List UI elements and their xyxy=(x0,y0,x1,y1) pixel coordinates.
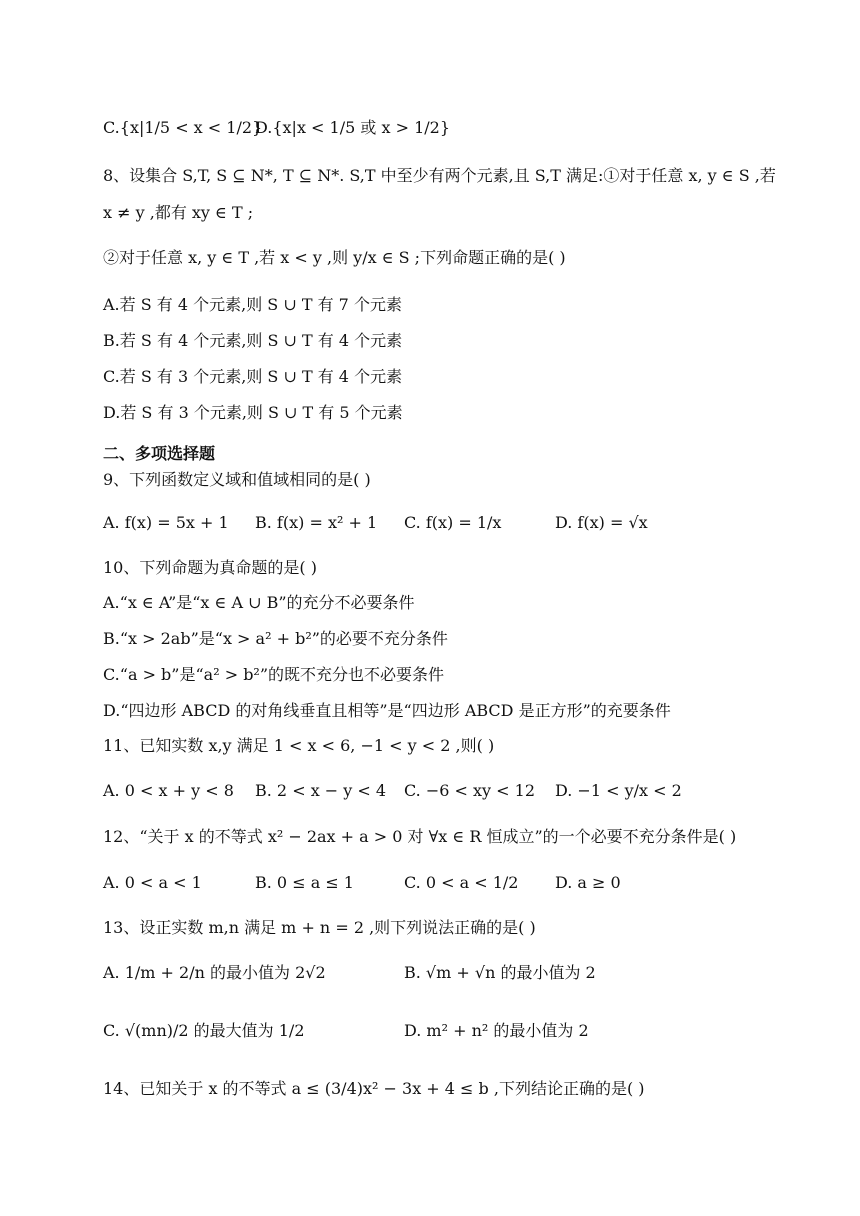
section-heading: 二、多项选择题 xyxy=(103,444,216,463)
q8-option-a: A.若 S 有 4 个元素,则 S ∪ T 有 7 个元素 xyxy=(103,295,402,314)
q9-option-b: B. f(x) = x² + 1 xyxy=(255,513,378,532)
q9-option-d: D. f(x) = √x xyxy=(555,513,648,532)
q14-stem: 14、已知关于 x 的不等式 a ≤ (3/4)x² − 3x + 4 ≤ b ,下列结论正确的是( ) xyxy=(103,1079,645,1098)
q10-option-a: A.“x ∈ A”是“x ∈ A ∪ B”的充分不必要条件 xyxy=(103,593,415,612)
q11-option-d: D. −1 < y/x < 2 xyxy=(555,781,682,800)
q12-option-c: C. 0 < a < 1/2 xyxy=(404,873,519,892)
q12-stem: 12、“关于 x 的不等式 x² − 2ax + a > 0 对 ∀x ∈ R 恒成立”的一个必要不充分条件是( ) xyxy=(103,827,737,846)
q9-stem: 9、下列函数定义域和值域相同的是( ) xyxy=(103,470,371,489)
q12-option-d: D. a ≥ 0 xyxy=(555,873,621,892)
q11-option-c: C. −6 < xy < 12 xyxy=(404,781,536,800)
q9-option-a: A. f(x) = 5x + 1 xyxy=(103,513,229,532)
q8-option-b: B.若 S 有 4 个元素,则 S ∪ T 有 4 个元素 xyxy=(103,331,403,350)
q10-stem: 10、下列命题为真命题的是( ) xyxy=(103,558,317,577)
q10-option-c: C.“a > b”是“a² > b²”的既不充分也不必要条件 xyxy=(103,665,445,684)
q10-option-d: D.“四边形 ABCD 的对角线垂直且相等”是“四边形 ABCD 是正方形”的充要条件 xyxy=(103,701,671,720)
q12-option-a: A. 0 < a < 1 xyxy=(103,873,202,892)
q7-option-d: D.{x|x < 1/5 或 x > 1/2} xyxy=(255,118,450,137)
q13-option-b: B. √m + √n 的最小值为 2 xyxy=(404,963,596,982)
q8-option-c: C.若 S 有 3 个元素,则 S ∪ T 有 4 个元素 xyxy=(103,367,403,386)
q11-option-b: B. 2 < x − y < 4 xyxy=(255,781,387,800)
q13-stem: 13、设正实数 m,n 满足 m + n = 2 ,则下列说法正确的是( ) xyxy=(103,918,536,937)
q13-option-c: C. √(mn)/2 的最大值为 1/2 xyxy=(103,1021,305,1040)
q8-stem-line2: x ≠ y ,都有 xy ∈ T ; xyxy=(103,203,254,222)
q13-option-d: D. m² + n² 的最小值为 2 xyxy=(404,1021,589,1040)
q8-option-d: D.若 S 有 3 个元素,则 S ∪ T 有 5 个元素 xyxy=(103,403,403,422)
q12-option-b: B. 0 ≤ a ≤ 1 xyxy=(255,873,354,892)
q10-option-b: B.“x > 2ab”是“x > a² + b²”的必要不充分条件 xyxy=(103,629,448,648)
q7-option-c: C.{x|1/5 < x < 1/2} xyxy=(103,118,263,137)
q11-stem: 11、已知实数 x,y 满足 1 < x < 6, −1 < y < 2 ,则( ) xyxy=(103,736,495,755)
q13-option-a: A. 1/m + 2/n 的最小值为 2√2 xyxy=(103,963,326,982)
q11-option-a: A. 0 < x + y < 8 xyxy=(103,781,234,800)
q9-option-c: C. f(x) = 1/x xyxy=(404,513,502,532)
q8-stem-line3: ②对于任意 x, y ∈ T ,若 x < y ,则 y/x ∈ S ;下列命题正确的是( ) xyxy=(103,248,566,267)
q8-stem-line1: 8、设集合 S,T, S ⊆ N*, T ⊆ N*. S,T 中至少有两个元素,且 S,T 满足:①对于任意 x, y ∈ S ,若 xyxy=(103,166,776,185)
